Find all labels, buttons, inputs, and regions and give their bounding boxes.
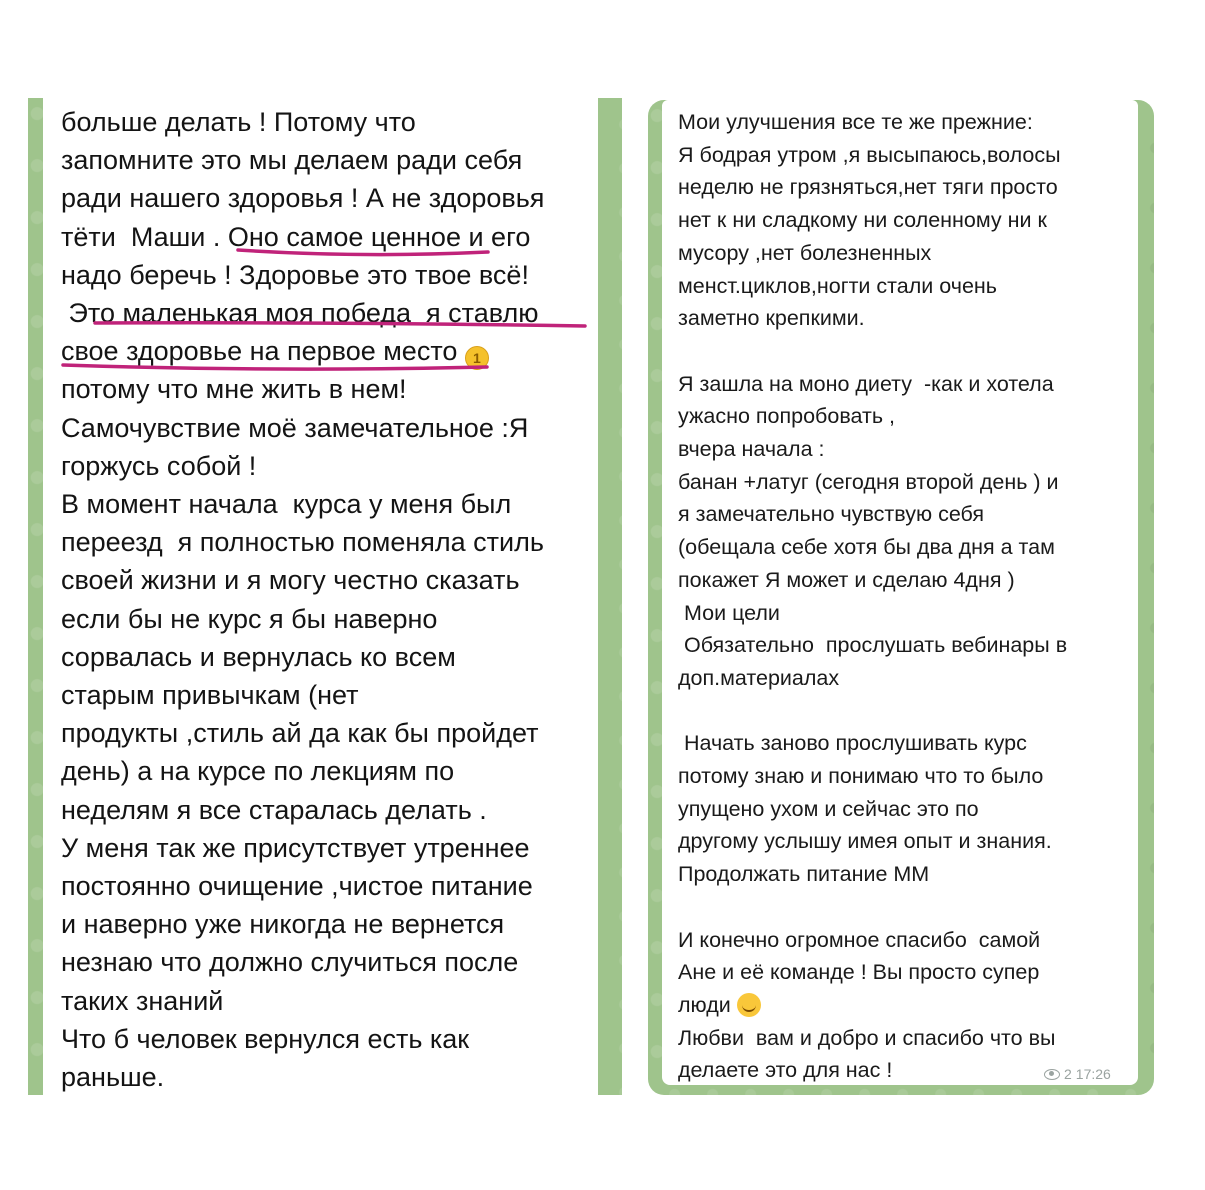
message-line: день) а на курсе по лекциям по	[61, 756, 455, 787]
smiling-face-icon	[737, 993, 761, 1017]
message-line: потому что мне жить в нем!	[61, 374, 407, 405]
eye-icon	[1044, 1069, 1060, 1080]
message-line: Начать заново прослушивать курс	[678, 731, 1027, 756]
message-line: банан +латуг (сегодня второй день ) и	[678, 469, 1059, 494]
message-line: Самочувствие моё замечательное :Я	[61, 412, 529, 443]
message-line: И конечно огромное спасибо самой	[678, 927, 1041, 952]
message-line: и наверно уже никогда не вернется	[61, 909, 505, 940]
message-line: У меня так же присутствует утреннее	[61, 832, 530, 863]
message-line: раньше.	[61, 1062, 165, 1093]
message-line: Я зашла на моно диету -как и хотела	[678, 371, 1054, 396]
message-line: менст.циклов,ногти стали очень	[678, 273, 997, 298]
message-line: Это маленькая моя победа я ставлю	[61, 298, 539, 329]
message-line: Что б человек вернулся есть как	[61, 1023, 470, 1054]
message-line: своей жизни и я могу честно сказать	[61, 565, 520, 596]
right-message-text	[678, 106, 1134, 1087]
message-line: если бы не курс я бы наверно	[61, 603, 438, 634]
message-line: Любви вам и добро и спасибо что вы	[678, 1025, 1056, 1050]
message-line: упущено ухом и сейчас это по	[678, 796, 979, 821]
message-line: сорвалась и вернулась ко всем	[61, 641, 456, 672]
message-line: старым привычкам (нет	[61, 680, 359, 711]
message-line: постоянно очищение ,чистое питание	[61, 871, 533, 902]
message-line: покажет Я может и сделаю 4дня )	[678, 567, 1015, 592]
message-line: (обещала себе хотя бы два дня а там	[678, 535, 1055, 560]
message-line: заметно крепкими.	[678, 306, 865, 331]
left-message-text	[61, 103, 591, 1096]
message-line	[678, 891, 1134, 924]
medal-icon: 1	[465, 346, 489, 370]
message-line: ужасно попробовать ,	[678, 404, 895, 429]
message-line: нет к ни сладкому ни соленному ни к	[678, 208, 1047, 233]
message-line: Продолжать питание ММ	[678, 862, 930, 887]
message-line: запомните это мы делаем ради себя	[61, 145, 523, 176]
message-line: люди	[678, 989, 1134, 1022]
message-time: 17:26	[1075, 1066, 1111, 1082]
message-line: Мои цели	[678, 600, 780, 625]
message-line: вчера начала :	[678, 437, 825, 462]
message-line: надо беречь ! Здоровье это твое всё!	[61, 259, 529, 290]
message-line: переезд я полностью поменяла стиль	[61, 527, 544, 558]
message-line: мусору ,нет болезненных	[678, 240, 932, 265]
view-count: 2	[1064, 1066, 1072, 1082]
message-line: делаете это для нас !	[678, 1058, 893, 1083]
message-meta	[1044, 1066, 1111, 1082]
message-line: В момент начала курса у меня был	[61, 489, 512, 520]
message-line: больше делать ! Потому что	[61, 107, 416, 137]
message-line: Я бодрая утром ,я высыпаюсь,волосы	[678, 142, 1061, 167]
message-line: Обязательно прослушать вебинары в	[678, 633, 1068, 658]
message-line: неделям я все старалась делать .	[61, 794, 487, 825]
message-line: Мои улучшения все те же прежние:	[678, 110, 1033, 134]
message-line: я замечательно чувствую себя	[678, 502, 985, 527]
message-line: горжусь собой !	[61, 450, 257, 481]
message-line: продукты ,стиль ай да как бы пройдет	[61, 718, 539, 749]
message-line	[678, 695, 1134, 728]
message-line: Ане и её команде ! Вы просто супер	[678, 960, 1040, 985]
message-line: потому знаю и понимаю что то было	[678, 764, 1044, 789]
message-line: другому услышу имея опыт и знания.	[678, 829, 1052, 854]
message-line: таких знаний	[61, 985, 224, 1016]
message-line: неделю не грязняться,нет тяги просто	[678, 175, 1058, 200]
message-line: ради нашего здоровья ! А не здоровья	[61, 183, 545, 214]
message-line	[678, 335, 1134, 368]
message-line: незнаю что должно случиться после	[61, 947, 519, 978]
message-line: доп.материалах	[678, 665, 840, 690]
message-line: свое здоровье на первое место 1	[61, 332, 591, 370]
message-line: тёти Маши . Оно самое ценное и его	[61, 221, 531, 252]
